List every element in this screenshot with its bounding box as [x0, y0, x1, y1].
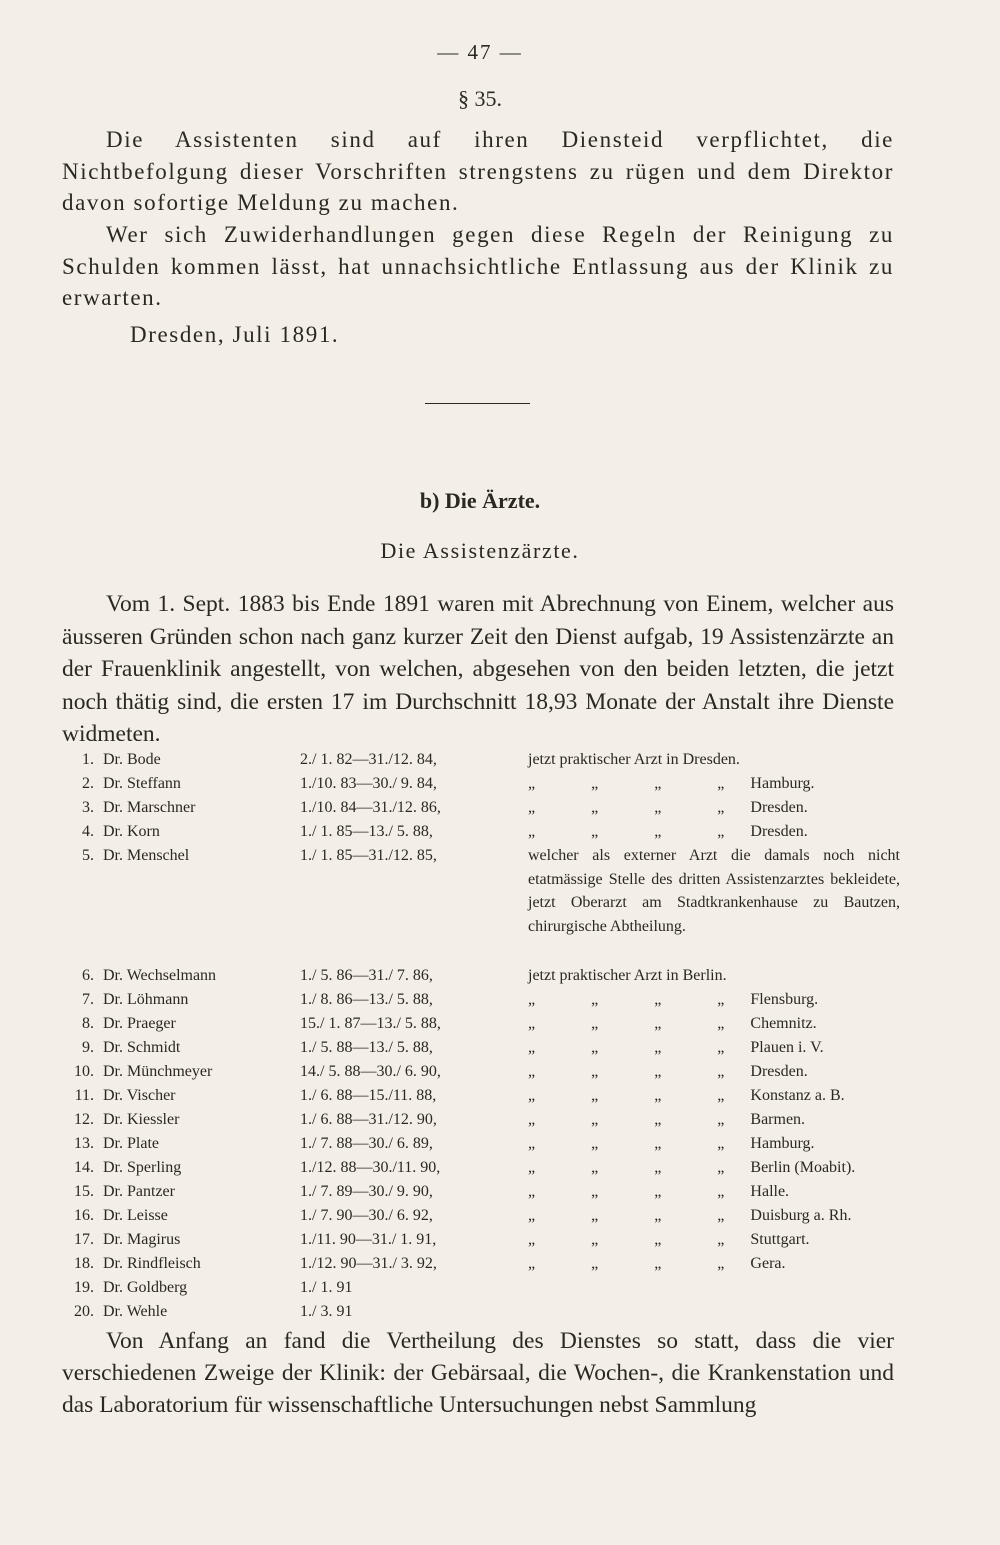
doctor-row — [60, 1084, 905, 1108]
doctor-place: Halle. — [750, 1183, 790, 1200]
dateline: Dresden, Juli 1891. — [130, 322, 340, 347]
doctor-number: 7. — [82, 991, 94, 1008]
service-dates: 15./ 1. 87—13./ 5. 88, — [300, 1015, 441, 1032]
page-number: — 47 — — [437, 40, 523, 64]
doctor-name: Dr. Sperling — [103, 1159, 182, 1176]
doctor-note — [528, 1132, 900, 1156]
service-dates: 1./10. 83—30./ 9. 84, — [300, 775, 437, 792]
doctor-name: Dr. Marschner — [103, 799, 196, 816]
doctor-place: Stuttgart. — [750, 1231, 810, 1248]
service-dates: 2./ 1. 82—31./12. 84, — [300, 751, 437, 768]
doctor-row — [60, 1060, 905, 1084]
doctor-note — [528, 820, 900, 844]
service-dates: 1./ 7. 90—30./ 6. 92, — [300, 1207, 433, 1224]
doctor-number: 8. — [82, 1015, 94, 1032]
service-dates: 14./ 5. 88—30./ 6. 90, — [300, 1063, 441, 1080]
doctor-number: 18. — [74, 1255, 94, 1272]
doctor-row — [60, 1036, 905, 1060]
doctor-row — [60, 1204, 905, 1228]
service-dates: 1./ 8. 86—13./ 5. 88, — [300, 991, 433, 1008]
doctor-number: 3. — [82, 799, 94, 816]
doctor-note — [528, 1036, 900, 1060]
doctor-number: 12. — [74, 1111, 94, 1128]
service-dates: 1./12. 90—31./ 3. 92, — [300, 1255, 437, 1272]
doctor-name: Dr. Magirus — [103, 1231, 181, 1248]
doctor-number: 11. — [74, 1087, 94, 1104]
service-dates: 1./11. 90—31./ 1. 91, — [300, 1231, 437, 1248]
service-dates: 1./ 1. 85—13./ 5. 88, — [300, 823, 433, 840]
section-number: § 35. — [458, 86, 502, 111]
paragraph-2: Wer sich Zuwiderhandlungen gegen diese Regeln der Reinigung zu Schulden kommen lässt, hat unnachsichtliche Entlassung aus der Klinik zu erwarten. — [62, 222, 894, 310]
doctor-place: Berlin (Moabit). — [750, 1159, 856, 1176]
doctor-name: Dr. Wehle — [103, 1303, 168, 1320]
doctor-row — [60, 1276, 905, 1300]
ditto-marks: „ „ „ „ — [528, 1159, 751, 1176]
doctor-note — [528, 1252, 900, 1276]
ditto-marks: „ „ „ „ — [528, 1087, 751, 1104]
doctor-row — [60, 772, 905, 796]
paragraph-1: Die Assistenten sind auf ihren Diensteid verpflichtet, die Nichtbefolgung dieser Vorschriften strengstens zu rügen und dem Direktor davon sofortige Meldung zu machen. — [62, 127, 894, 215]
section-heading: b) Die Ärzte. — [419, 488, 541, 513]
doctor-note — [528, 1180, 900, 1204]
doctor-note: jetzt praktischer Arzt in Berlin. — [528, 967, 727, 984]
doctor-place: Dresden. — [750, 823, 808, 840]
service-dates: 1./ 1. 85—31./12. 85, — [300, 847, 437, 864]
service-dates: 1./ 7. 89—30./ 9. 90, — [300, 1183, 433, 1200]
ditto-marks: „ „ „ „ — [528, 823, 751, 840]
doctor-note — [528, 796, 900, 820]
doctor-number: 20. — [74, 1303, 94, 1320]
service-dates: 1./ 1. 91 — [300, 1279, 353, 1296]
doctor-place: Flensburg. — [750, 991, 819, 1008]
ditto-marks: „ „ „ „ — [528, 775, 751, 792]
doctor-place: Dresden. — [750, 799, 808, 816]
service-dates: 1./12. 88—30./11. 90, — [300, 1159, 441, 1176]
doctor-place: Hamburg. — [750, 1135, 815, 1152]
doctor-name: Dr. Schmidt — [103, 1039, 181, 1056]
doctor-place: Konstanz a. B. — [750, 1087, 845, 1104]
doctor-note: jetzt praktischer Arzt in Dresden. — [528, 751, 740, 768]
service-dates: 1./ 5. 86—31./ 7. 86, — [300, 967, 433, 984]
doctor-number: 1. — [82, 751, 94, 768]
doctor-row — [60, 1108, 905, 1132]
doctor-number: 14. — [74, 1159, 94, 1176]
doctor-number: 4. — [82, 823, 94, 840]
service-dates: 1./ 6. 88—15./11. 88, — [300, 1087, 437, 1104]
doctor-name: Dr. Plate — [103, 1135, 159, 1152]
doctor-note — [528, 1204, 900, 1228]
ditto-marks: „ „ „ „ — [528, 1015, 751, 1032]
doctor-name: Dr. Kiessler — [103, 1111, 180, 1128]
doctor-row — [60, 748, 905, 772]
doctor-name: Dr. Vischer — [103, 1087, 176, 1104]
section-divider — [425, 403, 530, 404]
doctor-name: Dr. Korn — [103, 823, 160, 840]
doctor-row — [60, 1132, 905, 1156]
ditto-marks: „ „ „ „ — [528, 799, 751, 816]
ditto-marks: „ „ „ „ — [528, 1207, 751, 1224]
doctor-name: Dr. Wechselmann — [103, 967, 217, 984]
doctor-note — [528, 1156, 900, 1180]
doctor-note — [528, 988, 900, 1012]
ditto-marks: „ „ „ „ — [528, 1111, 751, 1128]
doctor-row — [60, 1300, 905, 1324]
ditto-marks: „ „ „ „ — [528, 1063, 751, 1080]
doctor-name: Dr. Leisse — [103, 1207, 168, 1224]
doctor-number: 13. — [74, 1135, 94, 1152]
closing-paragraph: Von Anfang an fand die Vertheilung des Dienstes so statt, dass die vier verschiedenen Zweige der Klinik: der Gebärsaal, die Wochen-, die Krankenstation und das Laboratorium für wissenschaftliche Untersuchungen nebst Sammlung — [62, 1328, 894, 1418]
doctor-number: 16. — [74, 1207, 94, 1224]
doctor-note — [528, 1012, 900, 1036]
doctor-name: Dr. Goldberg — [103, 1279, 188, 1296]
doctor-number: 6. — [82, 967, 94, 984]
intro-paragraph: Vom 1. Sept. 1883 bis Ende 1891 waren mit Abrechnung von Einem, welcher aus äusseren Gründen schon nach ganz kurzer Zeit den Dienst aufgab, 19 Assistenzärzte an der Frauenklinik angestellt, von welchen, abgesehen von den beiden letzten, die jetzt noch thätig sind, die ersten 17 im Durchschnitt 18,93 Monate der Anstalt ihre Dienste widmeten. — [62, 591, 894, 747]
doctor-row — [60, 1156, 905, 1180]
doctor-number: 17. — [74, 1231, 94, 1248]
doctor-row — [60, 988, 905, 1012]
doctor-number: 9. — [82, 1039, 94, 1056]
section-subheading: Die Assistenzärzte. — [380, 538, 580, 563]
doctor-number: 10. — [74, 1063, 94, 1080]
doctor-row — [60, 1252, 905, 1276]
doctor-name: Dr. Münchmeyer — [103, 1063, 213, 1080]
doctor-place: Hamburg. — [750, 775, 815, 792]
doctor-name: Dr. Menschel — [103, 847, 190, 864]
doctor-place: Plauen i. V. — [750, 1039, 824, 1056]
doctor-place: Chemnitz. — [750, 1015, 817, 1032]
doctor-place: Gera. — [750, 1255, 786, 1272]
doctor-row — [60, 1180, 905, 1204]
service-dates: 1./10. 84—31./12. 86, — [300, 799, 441, 816]
service-dates: 1./ 3. 91 — [300, 1303, 353, 1320]
doctor-note — [528, 1108, 900, 1132]
doctor-number: 2. — [82, 775, 94, 792]
doctor-number: 15. — [74, 1183, 94, 1200]
doctor-note — [528, 1228, 900, 1252]
doctor-name: Dr. Pantzer — [103, 1183, 175, 1200]
ditto-marks: „ „ „ „ — [528, 1231, 751, 1248]
doctor-row — [60, 820, 905, 844]
doctor-note — [528, 1084, 900, 1108]
doctor-number: 5. — [82, 847, 94, 864]
service-dates: 1./ 6. 88—31./12. 90, — [300, 1111, 437, 1128]
doctor-note — [528, 1060, 900, 1084]
doctor-name: Dr. Praeger — [103, 1015, 176, 1032]
doctor-name: Dr. Steffann — [103, 775, 181, 792]
ditto-marks: „ „ „ „ — [528, 1135, 751, 1152]
doctor-number: 19. — [74, 1279, 94, 1296]
doctor-row — [60, 844, 905, 935]
ditto-marks: „ „ „ „ — [528, 1255, 751, 1272]
doctor-name: Dr. Rindfleisch — [103, 1255, 201, 1272]
service-dates: 1./ 7. 88—30./ 6. 89, — [300, 1135, 433, 1152]
service-dates: 1./ 5. 88—13./ 5. 88, — [300, 1039, 433, 1056]
doctor-row — [60, 1228, 905, 1252]
ditto-marks: „ „ „ „ — [528, 1039, 751, 1056]
doctor-row — [60, 796, 905, 820]
ditto-marks: „ „ „ „ — [528, 991, 751, 1008]
doctor-note — [528, 772, 900, 796]
ditto-marks: „ „ „ „ — [528, 1183, 751, 1200]
doctor-note: welcher als externer Arzt die damals noch nicht etatmässige Stelle des dritten Assistenzarztes bekleidete, jetzt Oberarzt am Stadtkrankenhause zu Bautzen, chirurgische Abtheilung. — [528, 847, 900, 935]
doctor-name: Dr. Löhmann — [103, 991, 189, 1008]
doctor-row — [60, 1012, 905, 1036]
doctor-place: Barmen. — [750, 1111, 806, 1128]
doctor-place: Dresden. — [750, 1063, 808, 1080]
doctor-row — [60, 964, 905, 988]
doctor-place: Duisburg a. Rh. — [750, 1207, 852, 1224]
doctor-name: Dr. Bode — [103, 751, 161, 768]
